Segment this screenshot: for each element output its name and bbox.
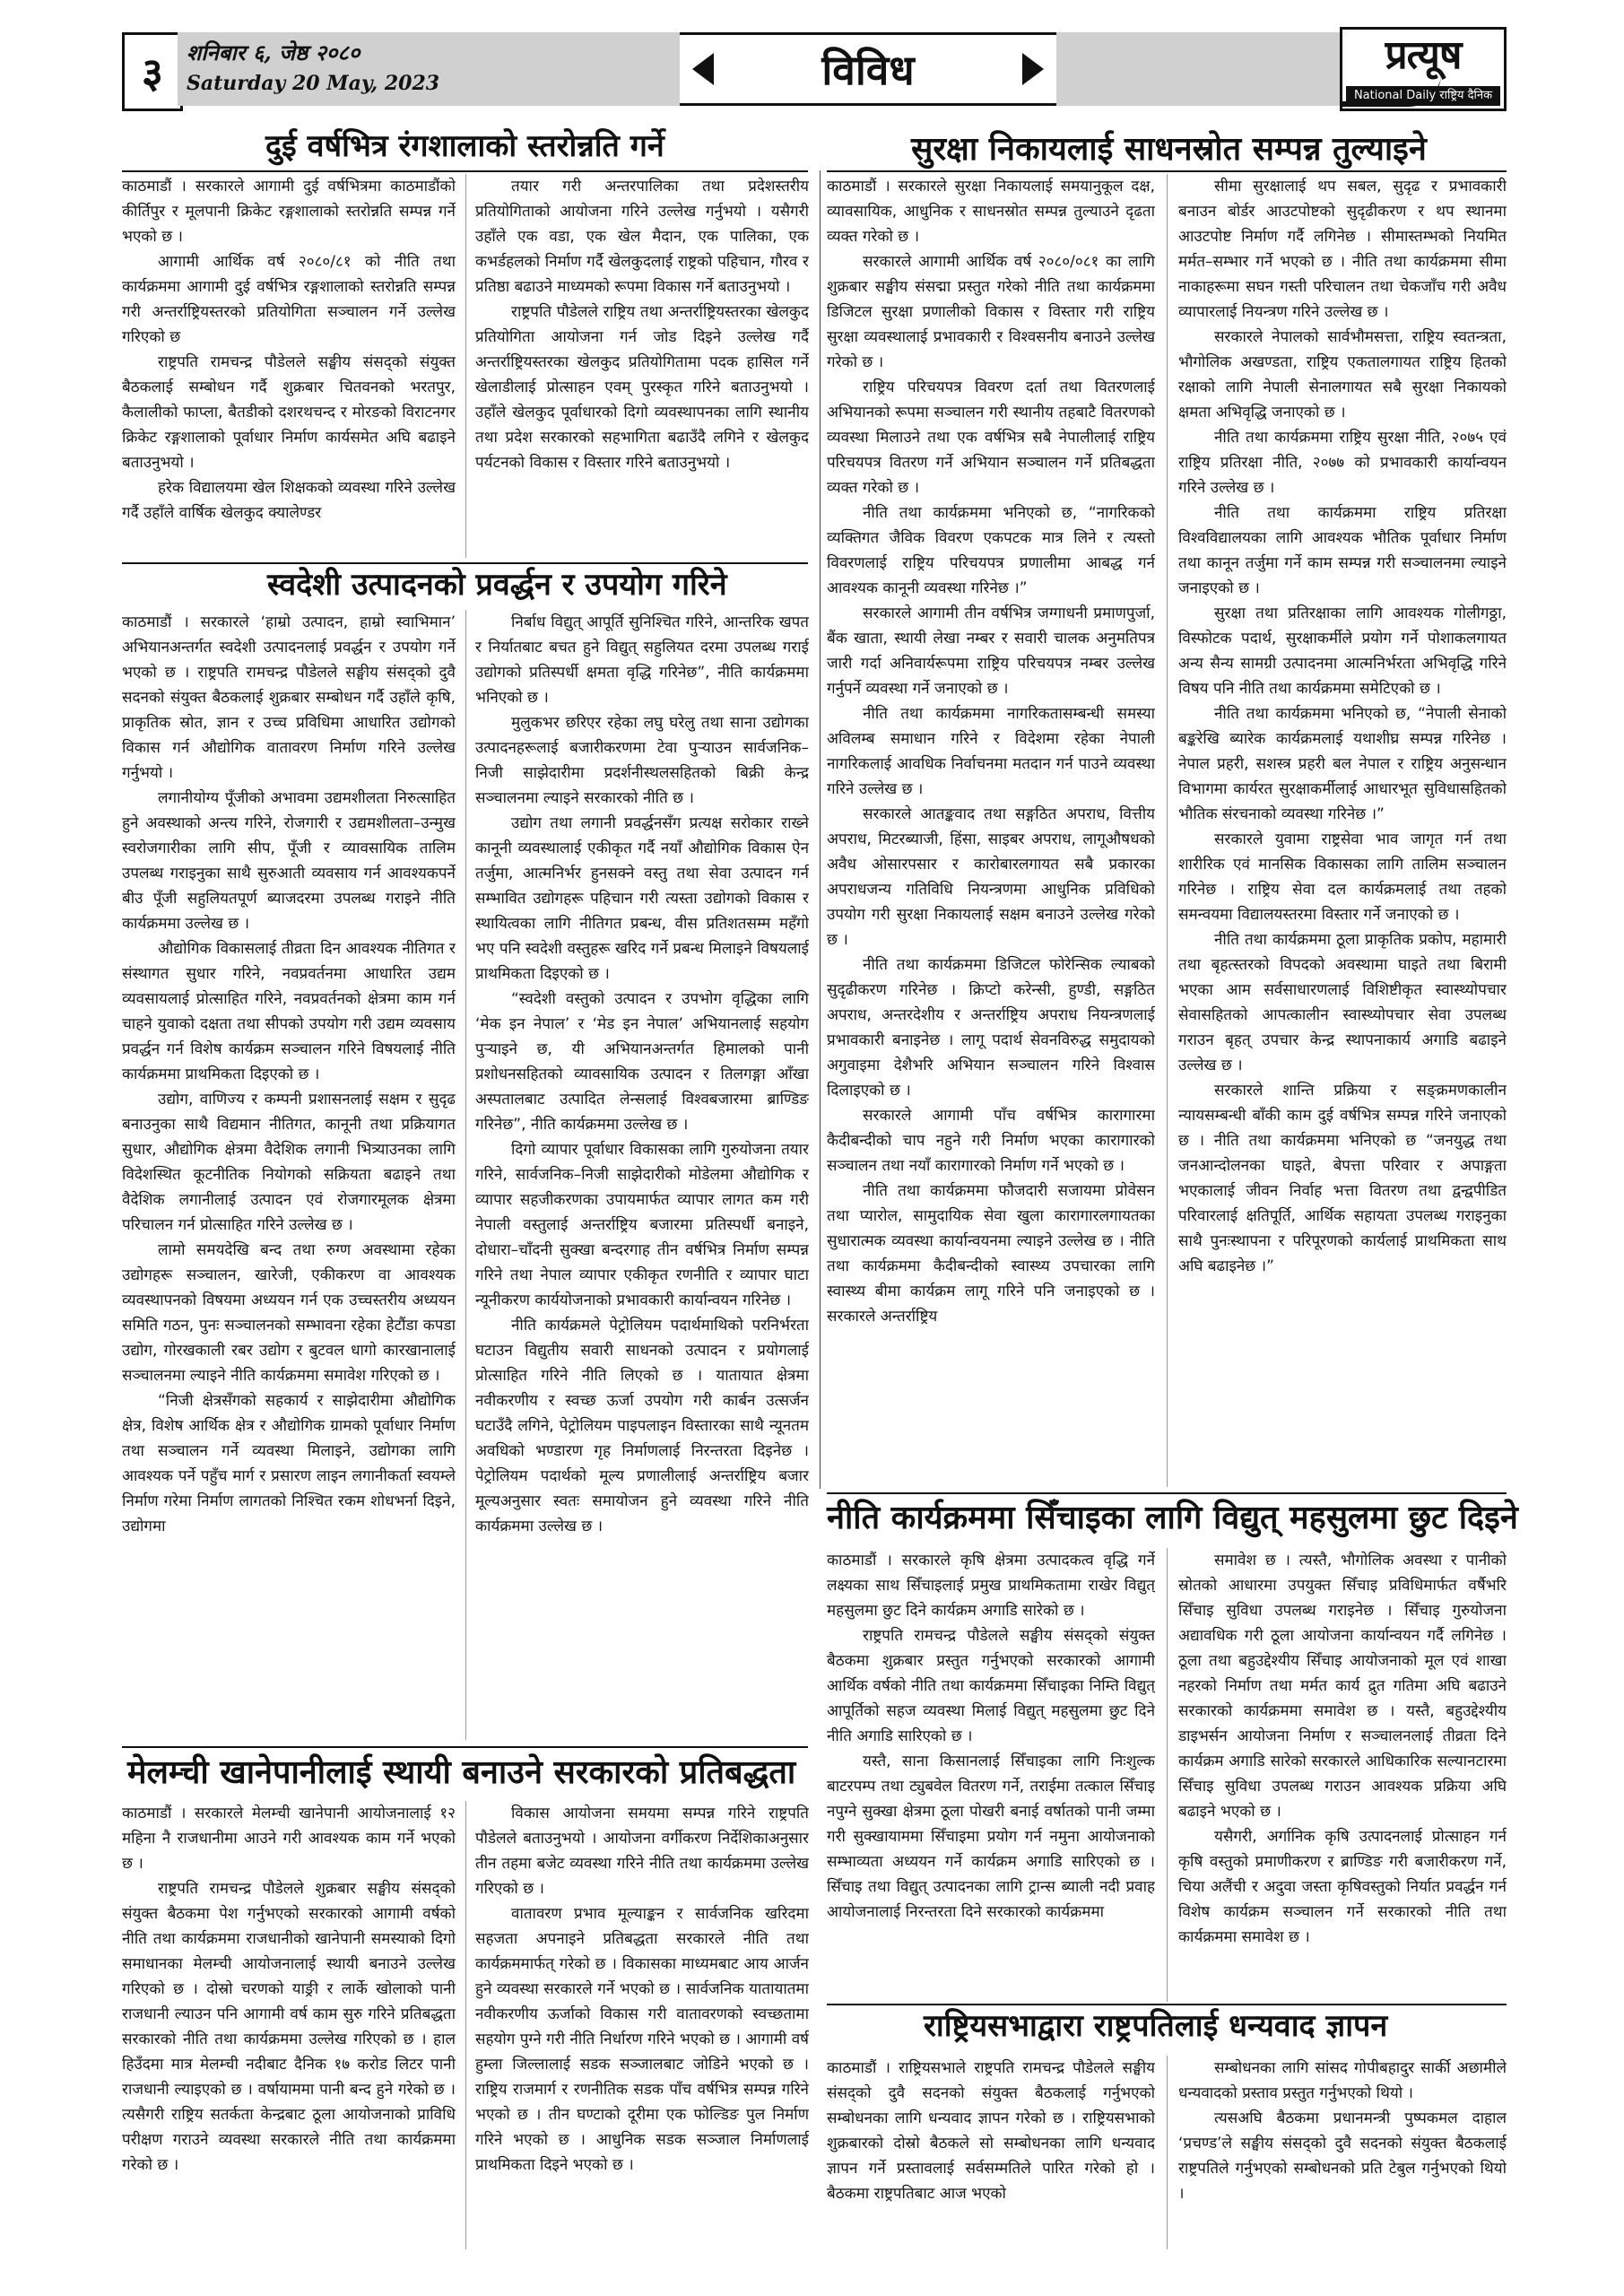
headline-rashtriya-sabha[interactable]: राष्ट्रियसभाद्वारा राष्ट्रपतिलाई धन्यवाद ज्ञापन	[924, 2008, 1388, 2044]
article-security-col1[interactable]	[827, 174, 1155, 1487]
paragraph: सरकारले आतङ्कवाद तथा सङ्गठित अपराध, वित्तीय अपराध, मिटरब्याजी, हिंसा, साइबर अपराध, लागूऔषधको अवैध ओसारपसार र कारोबारलगायत सबै प्रकारका अपराधजन्य गतिविधि नियन्त्रणमा आधुनिक प्रविधिको उपयोग गरी सुरक्षा निकायलाई सक्षम बनाउने उल्लेख गरेको छ ।	[827, 805, 1155, 949]
date-nepali: शनिबार ६, जेष्ठ २०८०	[187, 39, 360, 65]
paragraph: सरकारले आगामी पाँच वर्षभित्र कारागारमा कैदीबन्दीको चाप नहुने गरी निर्माण भएका कारागारको सञ्चालन तथा नयाँ कारागारको निर्माण गर्ने भएको छ ।	[827, 1107, 1155, 1175]
headline-swadeshi[interactable]: स्वदेशी उत्पादनको प्रवर्द्धन र उपयोग गरिने	[267, 567, 727, 603]
paragraph: सरकारले आगामी आर्थिक वर्ष २०८०/०८१ का लागि शुक्रबार सङ्घीय संसद्मा प्रस्तुत गरेको नीति तथा कार्यक्रममा डिजिटल सुरक्षा प्रणालीको विकास र विस्तार गरी राष्ट्रिय सुरक्षा व्यवस्थालाई प्रभावकारी र विश्वसनीय बनाउने उल्लेख गरेको छ ।	[827, 253, 1155, 371]
article-rashtriya-sabha-col1[interactable]	[827, 2056, 1155, 2249]
article-security-col2[interactable]	[1178, 174, 1507, 1487]
logo-tagline: National Daily राष्ट्रिय दैनिक	[1346, 86, 1500, 106]
paragraph: सरकारले युवामा राष्ट्रसेवा भाव जागृत गर्न तथा शारीरिक एवं मानसिक विकासका लागि तालिम सञ्चालन गरिनेछ । राष्ट्रिय सेवा दल कार्यक्रमलाई तथा तहको समन्वयमा विद्यालयस्तरमा विस्तार गर्ने जनाएको छ ।	[1178, 831, 1507, 924]
divider	[827, 2004, 1507, 2005]
paragraph: राष्ट्रपति रामचन्द्र पौडेलले सङ्घीय संसद्को संयुक्त बैठकलाई सम्बोधन गर्दै शुक्रबार चितवनको भरतपुर, कैलालीको फाप्ला, बैतडीको दशरथचन्द र मोरङको विराटनगर क्रिकेट रङ्गशालाको पूर्वाधार निर्माण कार्यसमेत अघि बढाइने बताउनुभयो ।	[122, 353, 456, 472]
divider	[827, 1492, 1507, 1494]
paragraph: उद्योग तथा लगानी प्रवर्द्धनसँग प्रत्यक्ष सरोकार राख्ने कानूनी व्यवस्थालाई एकीकृत गर्दै नयाँ औद्योगिक विकास ऐन तर्जुमा, आत्मनिर्भर हुनसक्ने वस्तु तथा सेवा उत्पादन गर्न सम्भावित उद्योगहरू पहिचान गरी त्यस्ता उद्योगको विकास र स्थायित्वका लागि नीतिगत प्रबन्ध, वीस प्रतिशतसम्म महँगो भए पनि स्वदेशी वस्तुहरू खरिद गर्ने प्रबन्ध मिलाइने विषयलाई प्राथमिकता दिइएको छ ।	[475, 814, 809, 983]
paragraph: काठमाडौं । सरकारले कृषि क्षेत्रमा उत्पादकत्व वृद्धि गर्ने लक्ष्यका साथ सिँचाइलाई प्रमुख प्राथमिकतामा राखेर विद्युत् महसुलमा छुट दिने कार्यक्रम अगाडि सारेको छ ।	[827, 1552, 1155, 1620]
divider	[122, 562, 808, 564]
paragraph: “निजी क्षेत्रसँगको सहकार्य र साझेदारीमा औद्योगिक क्षेत्र, विशेष आर्थिक क्षेत्र र औद्योगिक ग्रामको पूर्वाधार निर्माण तथा सञ्चालन गर्ने व्यवस्था मिलाइने, उद्योगका लागि आवश्यक पर्ने पहुँच मार्ग र प्रसारण लाइन लगानीकर्ता स्वयम्ले निर्माण गरेमा निर्माण लागतको निश्चित रकम शोधभर्ना दिइने, उद्योगमा	[122, 1392, 456, 1535]
paragraph: राष्ट्रपति रामचन्द्र पौडेलले सङ्घीय संसद्को संयुक्त बैठकमा शुक्रबार प्रस्तुत गर्नुभएको सरकारको आगामी आर्थिक वर्षको नीति तथा कार्यक्रममा सिँचाइका निम्ति विद्युत् आपूर्तिको सहज व्यवस्था मिलाई विद्युत् महसुलमा छुट दिने नीति अगाडि सारिएको छ ।	[827, 1627, 1155, 1745]
column-divider	[465, 1801, 466, 2249]
article-swadeshi-col1[interactable]	[122, 610, 456, 1740]
article-melamchi-col2[interactable]	[475, 1801, 809, 2249]
paragraph: नीति तथा कार्यक्रममा राष्ट्रिय प्रतिरक्षा विश्वविद्यालयका लागि आवश्यक भौतिक पूर्वाधार निर्माण तथा कानून तर्जुमा गर्ने काम सम्पन्न गरी सञ्चालनमा ल्याइने जनाइएको छ ।	[1178, 504, 1507, 597]
paragraph: काठमाडौं । सरकारले मेलम्ची खानेपानी आयोजनालाई १२ महिना नै राजधानीमा आउने गरी आवश्यक काम गर्ने भएको छ ।	[122, 1805, 456, 1873]
logo-text: प्रत्यूष	[1385, 32, 1462, 78]
paragraph: काठमाडौं । सरकारले आगामी दुई वर्षभित्रमा काठमाडौंको कीर्तिपुर र मूलपानी क्रिकेट रङ्गशालाको स्तरोन्नति सम्पन्न गर्ने भएको छ ।	[122, 178, 456, 246]
article-swadeshi-col2[interactable]	[475, 610, 809, 1740]
paragraph: लगानीयोग्य पूँजीको अभावमा उद्यमशीलता निरुत्साहित हुने अवस्थाको अन्त्य गरिने, रोजगारी र उद्यमशीलता–उन्मुख स्वरोजगारीका लागि सीप, पूँजी र व्यावसायिक तालिम उपलब्ध गराइनुका साथै सुरुआती व्यवसाय गर्न आवश्यकपर्ने बीउ पूँजी सहुलियतपूर्ण ब्याजदरमा उपलब्ध गराइने नीति कार्यक्रममा उल्लेख छ ।	[122, 789, 456, 933]
paragraph: निर्बाध विद्युत् आपूर्ति सुनिश्चित गरिने, आन्तरिक खपत र निर्यातबाट बचत हुने विद्युत् सहुलियत दरमा उपलब्ध गराई उद्योगको प्रतिस्पर्धी क्षमता वृद्धि गरिनेछ”, नीति कार्यक्रममा भनिएको छ ।	[475, 613, 809, 707]
column-divider	[1167, 2056, 1168, 2249]
section-bar	[680, 32, 1056, 106]
paragraph: हरेक विद्यालयमा खेल शिक्षकको व्यवस्था गरिने उल्लेख गर्दै उहाँले वार्षिक खेलकुद क्यालेण्डर	[122, 479, 456, 522]
date-english: Saturday 20 May, 2023	[187, 72, 440, 95]
paragraph: काठमाडौं । सरकारले सुरक्षा निकायलाई समयानुकूल दक्ष, व्यावसायिक, आधुनिक र साधनस्रोत सम्पन्न तुल्याउने दृढता व्यक्त गरेको छ ।	[827, 178, 1155, 246]
paragraph: औद्योगिक विकासलाई तीव्रता दिन आवश्यक नीतिगत र संस्थागत सुधार गरिने, नवप्रवर्तनमा आधारित उद्यम व्यवसायलाई प्रोत्साहित गरिने, नवप्रवर्तनको क्षेत्रमा काम गर्न चाहने युवाको दक्षता तथा सीपको उपयोग गरी उद्यम व्यवसाय प्रवर्द्धन गर्न विशेष कार्यक्रम सञ्चालन गरिने विषयलाई नीति कार्यक्रममा प्राथमिकता दिइएको छ ।	[122, 940, 456, 1083]
paragraph: सम्बोधनका लागि सांसद गोपीबहादुर सार्की अछामीले धन्यवादको प्रस्ताव प्रस्तुत गर्नुभएको थियो ।	[1178, 2059, 1507, 2102]
paragraph: राष्ट्रपति रामचन्द्र पौडेलले शुक्रबार सङ्घीय संसद्को संयुक्त बैठकमा पेश गर्नुभएको सरकारको आगामी वर्षको नीति तथा कार्यक्रममा राजधानीको खानेपानी समस्याको दिगो समाधानका मेलम्ची आयोजनालाई स्थायी बनाउने उल्लेख गरिएको छ । दोस्रो चरणको याङ्री र लार्के खोलाको पानी राजधानी ल्याउन पनि आगामी वर्ष काम सुरु गरिने प्रतिबद्धता सरकारको नीति तथा कार्यक्रममा उल्लेख गरिएको छ । हाल हिउँदमा मात्र मेलम्ची नदीबाट दैनिक १७ करोड लिटर पानी राजधानी ल्याइएको छ । वर्षायाममा पानी बन्द हुने गरेको छ । त्यसैगरी राष्ट्रिय सतर्कता केन्द्रबाट ठूला आयोजनाको प्राविधि परीक्षण गराउने व्यवस्था सरकारले नीति तथा कार्यक्रममा गरेको छ ।	[122, 1880, 456, 2174]
article-irrigation-col2[interactable]	[1178, 1548, 1507, 2002]
paragraph: सरकारले आगामी तीन वर्षभित्र जग्गाधनी प्रमाणपुर्जा, बैंक खाता, स्थायी लेखा नम्बर र सवारी चालक अनुमतिपत्र जारी गर्दा अनिवार्यरूपमा राष्ट्रिय परिचयपत्र नम्बर उल्लेख गर्नुपर्ने व्यवस्था गर्ने जनाएको छ ।	[827, 604, 1155, 698]
headline-security[interactable]: सुरक्षा निकायलाई साधनस्रोत सम्पन्न तुल्याइने	[911, 131, 1427, 168]
paragraph: विकास आयोजना समयमा सम्पन्न गरिने राष्ट्रपति पौडेलले बताउनुभयो । आयोजना वर्गीकरण निर्देशिकाअनुसार तीन तहमा बजेट व्यवस्था गरिने नीति तथा कार्यक्रममा उल्लेख गरिएको छ ।	[475, 1805, 809, 1898]
paragraph: वातावरण प्रभाव मूल्याङ्कन र सार्वजनिक खरिदमा सहजता अपनाइने प्रतिबद्धता सरकारले नीति तथा कार्यक्रममार्फत् गरेको छ । विकासका माध्यमबाट आय आर्जन हुने व्यवस्था सरकारले गर्ने भएको छ । सार्वजनिक यातायातमा नवीकरणीय ऊर्जाको विकास गरी वातावरणको स्वच्छतामा सहयोग पुग्ने गरी नीति निर्धारण गरिने भएको छ । आगामी वर्ष हुम्ला जिल्लालाई सडक सञ्जालबाट जोडिने भएको छ । राष्ट्रिय राजमार्ग र रणनीतिक सडक पाँच वर्षभित्र सम्पन्न गरिने भएको छ । तीन घण्टाको दूरीमा एक फोल्डिङ पुल निर्माण गरिने भएको छ । आधुनिक सडक सञ्जाल निर्माणलाई प्राथमिकता दिइने भएको छ ।	[475, 1905, 809, 2174]
paragraph: राष्ट्रिय परिचयपत्र विवरण दर्ता तथा वितरणलाई अभियानको रूपमा सञ्चालन गरी स्थानीय तहबाटै वितरणको व्यवस्था मिलाउने तथा एक वर्षभित्र सबै नेपालीलाई राष्ट्रिय परिचयपत्र वितरण गर्ने अभियान सञ्चालन गर्ने प्रतिबद्धता व्यक्त गरेको छ ।	[827, 378, 1155, 497]
paragraph: काठमाडौं । राष्ट्रियसभाले राष्ट्रपति रामचन्द्र पौडेलले सङ्घीय संसद्को दुवै सदनको संयुक्त बैठकलाई गर्नुभएको सम्बोधनका लागि धन्यवाद ज्ञापन गरेको छ । राष्ट्रियसभाको शुक्रबारको दोस्रो बैठकले सो सम्बोधनका लागि धन्यवाद ज्ञापन गर्ने प्रस्तावलाई सर्वसम्मतिले पारित गरेको हो । बैठकमा राष्ट्रपतिबाट आज भएको	[827, 2059, 1155, 2203]
article-stadium-col2[interactable]	[475, 174, 809, 558]
paragraph: नीति तथा कार्यक्रममा भनिएको छ, “नागरिकको व्यक्तिगत जैविक विवरण एकपटक मात्र लिने र त्यस्तो विवरणलाई राष्ट्रिय परिचयपत्र प्रणालीमा आबद्ध गर्न आवश्यक कानूनी व्यवस्था गरिनेछ ।”	[827, 504, 1155, 597]
paragraph: नीति तथा कार्यक्रममा राष्ट्रिय सुरक्षा नीति, २०७५ एवं राष्ट्रिय प्रतिरक्षा नीति, २०७७ को प्रभावकारी कार्यान्वयन गरिने उल्लेख छ ।	[1178, 429, 1507, 497]
paragraph: सरकारले शान्ति प्रक्रिया र सङ्क्रमणकालीन न्यायसम्बन्धी बाँकी काम दुई वर्षभित्र सम्पन्न गरिने जनाएको छ । नीति तथा कार्यक्रममा भनिएको छ “जनयुद्ध तथा जनआन्दोलनका घाइते, बेपत्ता परिवार र अपाङ्गता भएकालाई जीवन निर्वाह भत्ता वितरण तथा द्वन्द्वपीडित परिवारलाई क्षतिपूर्ति, आर्थिक सहायता उपलब्ध गराइनुका साथै पुनःस्थापना र परिपूरणको कार्यलाई प्राथमिकता साथ अघि बढाइनेछ ।”	[1178, 1082, 1507, 1275]
article-melamchi-col1[interactable]	[122, 1801, 456, 2249]
paragraph: सीमा सुरक्षालाई थप सबल, सुदृढ र प्रभावकारी बनाउन बोर्डर आउटपोष्टको सुदृढीकरण र थप स्थानमा आउटपोष्ट निर्माण गर्दै लगिनेछ । सीमास्तम्भको नियमित मर्मत–सम्भार गर्ने भएको छ । नीति तथा कार्यक्रममा सीमा नाकाहरूमा सघन गस्ती परिचालन तथा चेकजाँच गरी अवैध व्यापारलाई नियन्त्रण गरिने उल्लेख छ ।	[1178, 178, 1507, 321]
paragraph: नीति तथा कार्यक्रममा भनिएको छ, “नेपाली सेनाको बङ्करेखि ब्यारेक कार्यक्रमलाई यथाशीघ्र सम्पन्न गरिनेछ । नेपाल प्रहरी, सशस्त्र प्रहरी बल नेपाल र राष्ट्रिय अनुसन्धान विभागमा कार्यरत सुरक्षाकर्मीलाई आधारभूत सुविधासहितको भौतिक संरचनाको व्यवस्था गरिनेछ ।”	[1178, 705, 1507, 823]
paragraph: लामो समयदेखि बन्द तथा रुग्ण अवस्थामा रहेका उद्योगहरू सञ्चालन, खारेजी, एकीकरण वा आवश्यक व्यवस्थापनको विषयमा अध्ययन गर्न एक उच्चस्तरीय अध्ययन समिति गठन, पुनः सञ्चालनको सम्भावना रहेका हेटौंडा कपडा उद्योग, गोरखकाली रबर उद्योग र बुटवल धागो कारखानालाई सञ्चालनमा ल्याइने नीति कार्यक्रममा समावेश गरिएको छ ।	[122, 1241, 456, 1385]
paragraph: नीति कार्यक्रमले पेट्रोलियम पदार्थमाथिको परनिर्भरता घटाउन विद्युतीय सवारी साधनको उत्पादन र प्रयोगलाई प्रोत्साहित गरिने नीति लिएको छ । यातायात क्षेत्रमा नवीकरणीय र स्वच्छ ऊर्जा उपयोग गरी कार्बन उत्सर्जन घटाउँदै लगिने, पेट्रोलियम पाइपलाइन विस्तारका साथै न्यूनतम अवधिको भण्डारण गृह निर्माणलाई निरन्तरता दिइनेछ । पेट्रोलियम पदार्थको मूल्य प्रणालीलाई अन्तर्राष्ट्रिय बजार मूल्यअनुसार स्वतः समायोजन हुने व्यवस्था गरिने नीति कार्यक्रममा उल्लेख छ ।	[475, 1317, 809, 1535]
paragraph: समावेश छ । त्यस्तै, भौगोलिक अवस्था र पानीको स्रोतको आधारमा उपयुक्त सिँचाइ प्रविधिमार्फत वर्षैभरि सिँचाइ सुविधा उपलब्ध गराइनेछ । सिँचाइ गुरुयोजना अद्यावधिक गरी ठूला आयोजना कार्यान्वयन गर्दै लगिनेछ । ठूला तथा बहुउद्देश्यीय सिँचाइ आयोजनाको मूल एवं शाखा नहरको निर्माण तथा मर्मत कार्य द्रुत गतिमा अघि बढाउने सरकारको कार्यक्रममा समावेश छ । यस्तै, बहुउद्देश्यीय डाइभर्सन आयोजना निर्माण र सञ्चालनलाई तीव्रता दिने कार्यक्रम अगाडि सारेको सरकारले आधिकारिक सल्यानटारमा सिँचाइ सुविधा उपलब्ध गराउन आवश्यक प्रक्रिया अघि बढाइने भएको छ ।	[1178, 1552, 1507, 1821]
paragraph: उद्योग, वाणिज्य र कम्पनी प्रशासनलाई सक्षम र सुदृढ बनाउनुका साथै विद्यमान नीतिगत, कानूनी तथा प्रक्रियागत सुधार, औद्योगिक क्षेत्रमा वैदेशिक लगानी भित्र्याउनका लागि विदेशस्थित कूटनीतिक नियोगको सक्रियता बढाइने तथा वैदेशिक लगानीलाई उत्पादन एवं रोजगारमूलक क्षेत्रमा परिचालन गर्न प्रोत्साहित गरिने उल्लेख छ ।	[122, 1091, 456, 1234]
paragraph: तयार गरी अन्तरपालिका तथा प्रदेशस्तरीय प्रतियोगिताको आयोजना गरिने उल्लेख गर्नुभयो । यसैगरी उहाँले एक वडा, एक खेल मैदान, एक पालिका, एक कभर्डहलको निर्माण गर्दै खेलकुदलाई राष्ट्रको पहिचान, गौरव र प्रतिष्ठा बढाउने माध्यमको रूपमा विकास गर्ने बताउनुभयो ।	[475, 178, 809, 296]
paragraph: नीति तथा कार्यक्रममा डिजिटल फोरेन्सिक ल्याबको सुदृढीकरण गरिनेछ । क्रिप्टो करेन्सी, हुण्डी, सङ्गठित अपराध, अन्तरदेशीय र अन्तर्राष्ट्रिय अपराध नियन्त्रणलाई प्रभावकारी बनाइनेछ । लागू पदार्थ सेवनविरुद्ध समुदायको अगुवाइमा देशैभरि अभियान सञ्चालन गरिने विश्वास दिलाइएको छ ।	[827, 956, 1155, 1100]
column-divider	[1167, 174, 1168, 1487]
header-bar-fill	[1056, 32, 1340, 106]
column-divider	[1167, 1548, 1168, 2002]
paragraph: नीति तथा कार्यक्रममा नागरिकतासम्बन्धी समस्या अविलम्ब समाधान गरिने र विदेशमा रहेका नेपाली नागरिकलाई आवधिक निर्वाचनमा मतदान गर्न पाउने व्यवस्था गरिने उल्लेख छ ।	[827, 705, 1155, 798]
article-rashtriya-sabha-col2[interactable]	[1178, 2056, 1507, 2249]
paragraph: नीति तथा कार्यक्रममा फौजदारी सजायमा प्रोवेसन तथा प्यारोल, सामुदायिक सेवा खुला कारागारलगायतका सुधारात्मक व्यवस्था कार्यान्वयनमा ल्याइने उल्लेख छ । नीति तथा कार्यक्रममा कैदीबन्दीको स्वास्थ्य उपचारका लागि स्वास्थ्य बीमा कार्यक्रम लागू गरिने पनि जनाइएको छ । सरकारले अन्तर्राष्ट्रिय	[827, 1182, 1155, 1326]
paragraph: “स्वदेशी वस्तुको उत्पादन र उपभोग वृद्धिका लागि ‘मेक इन नेपाल’ र ‘मेड इन नेपाल’ अभियानलाई सहयोग पुर्‍याइने छ, यी अभियानअन्तर्गत हिमालको पानी प्रशोधनसहितको व्यावसायिक उत्पादन र तिलगङ्गा आँखा अस्पतालबाट उत्पादित लेन्सलाई विश्वबजारमा ब्राण्डिङ गरिनेछ”, नीति कार्यक्रममा उल्लेख छ ।	[475, 990, 809, 1134]
paragraph: यस्तै, साना किसानलाई सिँचाइका लागि निःशुल्क बाटरपम्प तथा ट्युबवेल वितरण गर्ने, तराईमा तत्काल सिँचाइ नपुग्ने सुक्खा क्षेत्रमा ठूला पोखरी बनाई वर्षातको पानी जम्मा गरी सुक्खायाममा सिँचाइमा प्रयोग गर्न नमुना आयोजनाको सम्भाव्यता अध्ययन गर्ने कार्यक्रम अगाडि सारिएको छ । सिँचाइ तथा विद्युत् उत्पादनका लागि ट्रान्स ब्याली नदी प्रवाह आयोजनालाई निरन्तरता दिने सरकारको कार्यक्रममा	[827, 1752, 1155, 1921]
headline-stadium[interactable]: दुई वर्षभित्र रंगशालाको स्तरोन्नति गर्ने	[265, 128, 664, 164]
page-column-divider	[820, 170, 821, 1489]
paragraph: नीति तथा कार्यक्रममा ठूला प्राकृतिक प्रकोप, महामारी तथा बृहत्स्तरको विपदको अवस्थामा घाइते तथा बिरामी भएका आम सर्वसाधारणलाई विशिष्टीकृत स्वास्थ्योपचार सेवासहितको आपत्कालीन स्वास्थ्योपचार सेवा उपलब्ध गराउन बृहत् उपचार केन्द्र स्थापनाकार्य अगाडि बढाइने उल्लेख छ ।	[1178, 931, 1507, 1074]
divider	[122, 1746, 808, 1748]
paragraph: यसैगरी, अर्गानिक कृषि उत्पादनलाई प्रोत्साहन गर्न कृषि वस्तुको प्रमाणीकरण र ब्राण्डिङ गरी बजारीकरण गर्ने, चिया अलैंची र अदुवा जस्ता कृषिवस्तुको निर्यात प्रवर्द्धन गर्न विशेष कार्यक्रम सञ्चालन गर्ने सरकारको नीति तथा कार्यक्रममा समावेश छ ।	[1178, 1828, 1507, 1946]
paragraph: सुरक्षा तथा प्रतिरक्षाका लागि आवश्यक गोलीगठ्ठा, विस्फोटक पदार्थ, सुरक्षाकर्मीले प्रयोग गर्ने पोशाकलगायत अन्य सैन्य सामग्री उत्पादनमा आत्मनिर्भरता अभिवृद्धि गरिने विषय पनि नीति तथा कार्यक्रममा समेटिएको छ ।	[1178, 604, 1507, 698]
divider	[122, 170, 808, 172]
paragraph: काठमाडौं । सरकारले ‘हाम्रो उत्पादन, हाम्रो स्वाभिमान’ अभियानअन्तर्गत स्वदेशी उत्पादनलाई प्रवर्द्धन र उपयोग गर्ने भएको छ । राष्ट्रपति रामचन्द्र पौडेलले सङ्घीय संसद्को दुवै सदनको संयुक्त बैठकलाई शुक्रबार सम्बोधन गर्दै उहाँले कृषि, प्राकृतिक स्रोत, ज्ञान र उच्च प्रविधिमा आधारित उद्योगको विकास गर्न औद्योगिक वातावरण निर्माण गरिने उल्लेख गर्नुभयो ।	[122, 613, 456, 782]
divider	[827, 170, 1507, 172]
article-stadium-col1[interactable]	[122, 174, 456, 558]
paragraph: मुलुकभर छरिएर रहेका लघु घरेलु तथा साना उद्योगका उत्पादनहरूलाई बजारीकरणमा टेवा पुर्‍याउन सार्वजनिक–निजी साझेदारीमा प्रदर्शनीस्थलसहितको बिक्री केन्द्र सञ्चालनमा ल्याइने सरकारको नीति छ ।	[475, 714, 809, 807]
arrow-right-icon[interactable]	[1022, 53, 1044, 85]
paragraph: आगामी आर्थिक वर्ष २०८०/८१ को नीति तथा कार्यक्रममा आगामी दुई वर्षभित्र रङ्गशालाको स्तरोन्नति सम्पन्न गरी अन्तर्राष्ट्रियस्तरको प्रतियोगिता सञ्चालन गर्ने उल्लेख गरिएको छ	[122, 253, 456, 346]
column-divider	[465, 174, 466, 558]
headline-melamchi[interactable]: मेलम्ची खानेपानीलाई स्थायी बनाउने सरकारको प्रतिबद्धता	[127, 1754, 796, 1791]
date-box	[178, 32, 680, 106]
newspaper-logo	[1340, 27, 1507, 111]
arrow-left-icon[interactable]	[692, 53, 714, 85]
column-divider	[465, 610, 466, 1740]
paragraph: राष्ट्रपति पौडेलले राष्ट्रिय तथा अन्तर्राष्ट्रियस्तरका खेलकुद प्रतियोगिता आयोजना गर्न जोड दिइने उल्लेख गर्दै अन्तर्राष्ट्रियस्तरका खेलकुद प्रतियोगितामा पदक हासिल गर्ने खेलाडीलाई प्रोत्साहन एवम् पुरस्कृत गरिने बताउनुभयो । उहाँले खेलकुद पूर्वाधारको दिगो व्यवस्थापनका लागि स्थानीय तथा प्रदेश सरकारको सहभागिता बढाउँदै लगिने र खेलकुद पर्यटनको विकास र विस्तार गरिने बताउनुभयो ।	[475, 303, 809, 472]
paragraph: त्यसअघि बैठकमा प्रधानमन्त्री पुष्पकमल दाहाल ‘प्रचण्ड’ले सङ्घीय संसद्को दुवै सदनको संयुक्त बैठकलाई राष्ट्रपतिले गर्नुभएको सम्बोधनको प्रति टेबुल गर्नुभएको थियो ।	[1178, 2109, 1507, 2203]
section-title: विविध	[821, 46, 915, 94]
paragraph: सरकारले नेपालको सार्वभौमसत्ता, राष्ट्रिय स्वतन्त्रता, भौगोलिक अखण्डता, राष्ट्रिय एकतालगायत राष्ट्रिय हितको रक्षाको लागि नेपाली सेनालगायत सबै सुरक्षा निकायको क्षमता अभिवृद्धि जनाएको छ ।	[1178, 328, 1507, 422]
paragraph: दिगो व्यापार पूर्वाधार विकासका लागि गुरुयोजना तयार गरिने, सार्वजनिक–निजी साझेदारीको मोडेलमा औद्योगिक र व्यापार सहजीकरणका उपायमार्फत व्यापार लागत कम गरी नेपाली वस्तुलाई अन्तर्राष्ट्रिय बजारमा प्रतिस्पर्धी बनाइने, दोधारा–चाँदनी सुक्खा बन्दरगाह तीन वर्षभित्र निर्माण सम्पन्न गरिने तथा नेपाल व्यापार एकीकृत रणनीति र व्यापार घाटा न्यूनीकरण कार्ययोजनाको प्रभावकारी कार्यान्वयन गरिनेछ ।	[475, 1141, 809, 1309]
page-number: ३	[122, 32, 183, 111]
headline-irrigation[interactable]: नीति कार्यक्रममा सिँचाइका लागि विद्युत् महसुलमा छुट दिइने	[827, 1500, 1518, 1536]
article-irrigation-col1[interactable]	[827, 1548, 1155, 2002]
